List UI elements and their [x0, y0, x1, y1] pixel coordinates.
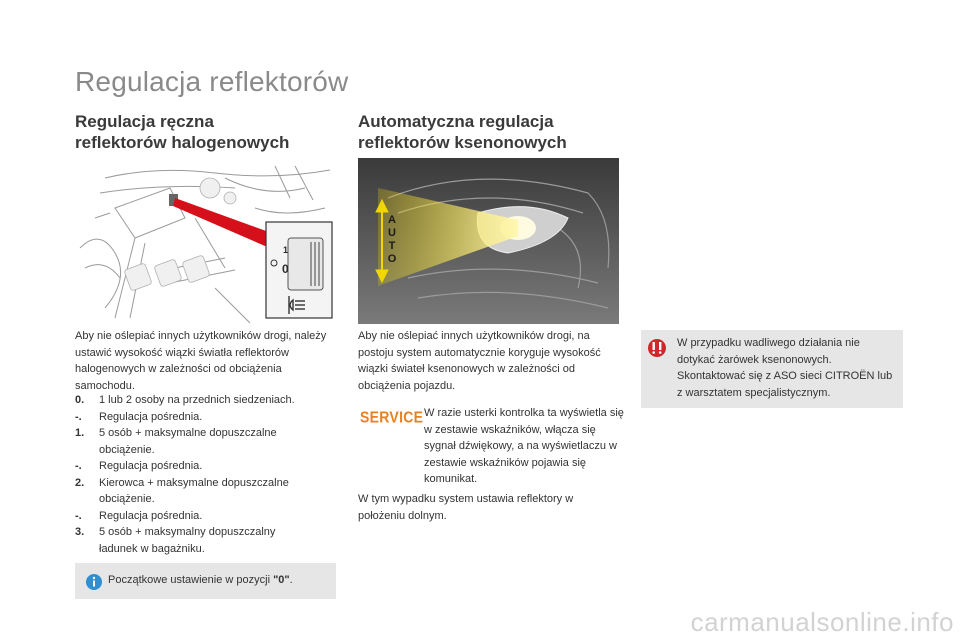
list-item: -. Regulacja pośrednia. [75, 460, 203, 472]
list-item: -. Regulacja pośrednia. [75, 410, 203, 423]
list-item: -. Regulacja pośrednia. [75, 509, 203, 522]
auto-section-heading [358, 111, 567, 153]
auto-intro: Aby nie oślepiać innych użytkowników drogi, na postoju system automatycznie koryguje wysokość wiązki świateł ksenonowych w zależności od obciążenia pojazdu. [358, 330, 601, 392]
initial-setting-note [75, 563, 336, 599]
xenon-warning-note [641, 330, 903, 408]
manual-intro: Aby nie oślepiać innych użytkowników drogi, należy ustawić wysokość wiązki światła reflektorów halogenowych w zależności od obciążenia samochodu. [75, 330, 327, 392]
warning-text: W przypadku wadliwego działania nie dotykać żarówek ksenonowych. Skontaktować się z ASO sieci CITROËN lub z warsztatem specjalistycznym. [677, 337, 893, 399]
list-item: 0. 1 lub 2 osoby na przednich siedzeniach. [75, 394, 295, 406]
headlamp-dial [288, 238, 323, 290]
info-icon [85, 573, 103, 591]
auto-letter-u: U [388, 227, 396, 239]
note-suffix: . [289, 574, 293, 586]
auto-letter-o: O [387, 253, 397, 265]
service-warning-lamp: SERVICE [360, 407, 424, 427]
service-text: W razie usterki kontrolka ta wyświetla się w zestawie wskaźników, włącza się sygnał dźwiękowy, a na wyświetlaczu w zestawie wskaźników pojawia się komunikat. [424, 407, 624, 485]
manual-dashboard-illustration [75, 158, 336, 324]
page-title: Regulacja reflektorów [75, 66, 349, 97]
dial-label-1: 1 [283, 245, 289, 255]
manual-section-heading [75, 111, 289, 153]
dial-label-0: 0 [282, 262, 289, 276]
manual-settings-list [75, 392, 335, 557]
list-item: 2. Kierowca + maksymalne dopuszczalne obciążenie. [75, 476, 289, 505]
xenon-headlamp-illustration [358, 158, 619, 324]
manual-heading-line1: Regulacja ręczna [75, 112, 214, 131]
note-prefix: Początkowe ustawienie w pozycji [108, 574, 274, 586]
auto-heading-line1: Automatyczna regulacja [358, 112, 554, 131]
list-item: 3. 5 osób + maksymalny dopuszczalny ładunek w bagażniku. [75, 526, 276, 555]
watermark: carmanualsonline.info [690, 607, 954, 637]
auto-heading-line2: reflektorów ksenonowych [358, 133, 567, 152]
auto-outro: W tym wypadku system ustawia reflektory w położeniu dolnym. [358, 493, 574, 522]
note-value: "0" [273, 574, 290, 586]
auto-letter-t: T [388, 240, 396, 252]
auto-letters [385, 214, 399, 266]
list-item: 1. 5 osób + maksymalne dopuszczalne obciążenie. [75, 427, 277, 456]
auto-letter-a: A [388, 214, 396, 226]
manual-heading-line2: reflektorów halogenowych [75, 133, 290, 152]
warning-icon [647, 338, 667, 358]
